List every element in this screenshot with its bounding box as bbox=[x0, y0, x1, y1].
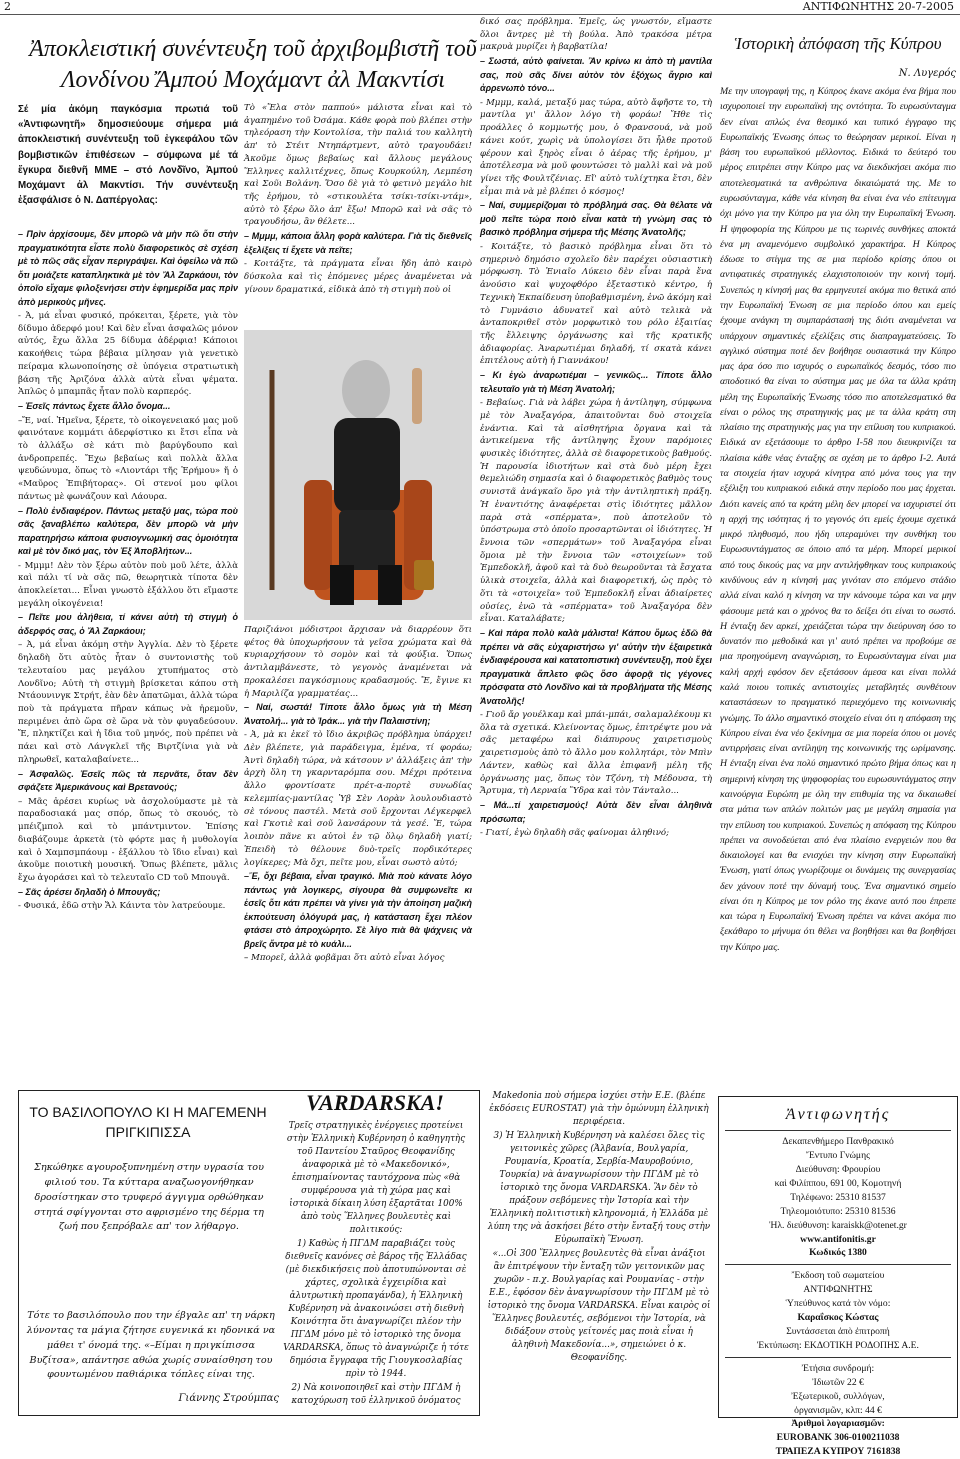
interview-answer: - Κοιτάξτε, τὰ πράγματα εἶναι ἤδη ἀπὸ καιρὸ δύσκολα καὶ τὶς ἐπόμενες μέρες ἀναμένεται νὰ γίνουν δραματικά, εἰδικὰ ἀπὸ τὴ στιγμὴ ποὺ οἱ bbox=[244, 259, 472, 295]
page-number: 2 bbox=[4, 0, 11, 13]
vardarska-point-2: 2) Νὰ κοινοποιηθεῖ καὶ στὴν ΠΓΔΜ ἡ κατοχύρωση τοῦ ἑλληνικοῦ ὀνόματος bbox=[291, 1383, 461, 1407]
vardarska-title: VARDARSKA! bbox=[306, 1090, 444, 1115]
info-line: Ἔκδοση τοῦ σωματείου bbox=[791, 1270, 885, 1282]
cyprus-body: Με την υπογραφή της, η Κύπρος έκανε ακόμα ένα βήμα που ισχυροποιεί την ευρωπαϊκή της οντότητα. Το ευρωσύνταγμα δεν είναι απλώς ένα θεσμικό και τυπικό έγγραφο της Ευρωπαϊκής Ένωσης όπως το θεώρησαν μερικοί. Είναι η βάση του ευρωπαϊκού μέλλοντος. Ειδικά το δεύτερό του μέρος επιτρέπει στην Κύπρο μας να διεκδικήσει ακόμα πιο αποτελεσματικά τα ανθρώπινα δικαιώματά της. Με το ευρωσύνταγμα, κάθε νέα κίνηση θα είναι ένα νέο επίτευγμα όχι μόνο για την Κύπρο μα για όλη την Ευρωπαϊκή Ένωση. Η ψηφοφορία της Κύπρου με τις τωρινές συνθήκες αποκτά ένα μη αναμενόμενο συμβολικό χαρακτήρα. Η Κύπρος έδωσε το στίγμα της σε μια περίοδο κρίσης όπου οι αντιφατικές στρατηγικές ελαχιστοποιούν την κοινή τομή. Συνεπώς η κίνησή μας θα ερμηνευτεί ακόμα πιο θετικά από την Ευρωπαϊκή Ένωση σε μια περίοδο όπου και εμείς έχουμε ανάγκη τη συμπαράστασή της διότι αναμένεται να υπάρχουν σημαντικές εξελίξεις στις διαπραγματεύσεις. Το αγγλικό σύστημα ποτέ δεν βοήθησε ουσιαστικά την Κύπρο μας άρα όσο πιο ισχυρός ο ευρωπαϊκός δεσμός, τόσο πιο αποδοτικό θα είναι το σύστημα μας με όλα τα άλλα κράτη μέλη της Ευρωπαϊκής Ένωσης τόσο πιο αποτελεσματικό θα είναι ο ρόλος της στρατηγικής μας με τα άλλα κράτη στη πλαίσιο της στρατηγικής μας για την επίλυση του κυπριακού. Ειδικά αν εξετάσουμε το άρθρο Ι-58 που διευκρινίζει τα πλαίσια κάθε νέας ένταξης σε σχέση με το άρθρο Ι-2. Αυτά τα στοιχεία ήταν ισχυρά κίνητρα από μόνα τους για την εξέλιξη του κυπριακού ειδικά στην περίοδο που μας έρχεται. Διότι κανείς από τα κράτη μέλη δεν μπορεί να ισχυριστεί ότι η αρχή της ισότητας ή το γεγονός ότι εμείς έχουμε σχετικά μικρό πληθυσμό, που ήδη υπεραμύνει την συνθήκη του Ευρωσυντάγματος σε όποιο από τα μέρη. Μπορεί μερικοί από τους δικούς μας να μην αντιλήφθηκαν τους κυπριακούς κινδύνους εάν η κίνησή μας γινόταν στο επόμενο στάδιο αλλά είναι καλό η κίνηση να την κάνουμε τώρα και να μην φάσουμε μετά και ο χρόνος θα το δείξει ότι είναι το σωστό. Η ένταξη δεν αρκεί, χρειάζεται τώρα την διεύρυνση όσο το δυνατόν πιο μεθοδικά και γι' αυτό πρέπει να προβούμε σε μια προηγούμενη αναγνώριση, το Ευρωσύνταγμα είναι μια καλή αρχή εφόσον δεν εξετάσουν άμεσα και είναι πολλά καλά ποιου τοπικές αντιστοιχίες μεταβλητές συνθέτουν καταστάσεων το πραγματικό περιεχόμενο της κοινωνικής γνώμης. Το άλλο σημαντικό στοιχείο είναι ότι η απόφαση της Κύπρου είναι ένα νέο ξεκίνημα σε μια πορεία όπου οι μονές αντιρρήσεις είναι αντίληψη της κοινωνικής της ωρίμανσης. Η ένταξη είναι ένα πολύ σημαντικό πρώτο βήμα όπως και η σημερινή κίνηση της ψηφοφορίας του ευρωσυντάγματος στην καινούργια Ευρώπη με όλη την επιθυμία της να δικαιωθεί στα μάτια των απλών πολιτών μας με μεγάλη σημασία για την επίλυση του κυπριακού. Συνεπώς η απόφαση της Κύπρου πρέπει να συνοδεύεται από ένα πλαίσιο ενεργειών που θα δικαιολογεί και θα ενισχύει την κίνηση στην Ευρωπαϊκή Ένωση, γιατί όπως γνωρίζουμε οι δυνάμεις της συνεργασίας δεν χάνουν ποτέ την δύναμή τους. Ένα σημαντικό σημείο είναι ότι η Κύπρος με τον ρόλο της έκανε αυτό που έπρεπε και τώρα η Ευρωπαϊκή Ένωση πρέπει να κάνει ακόμα πιο ξεκάθαρο το μήνυμα ότι θέλει να βοηθήσει και θα βοηθήσει την Κύπρο μας. bbox=[720, 86, 956, 953]
interview-answer: Τὸ «Ἔλα στὸν παππού» μάλιστα εἶναι καὶ τὸ ἀγαπημένο τοῦ Ὀσάμα. Κάθε φορὰ ποὺ βλέπει στὴν τηλεόραση τὴν Κοντολίσα, τὴν παλιά του καλλητὴ ἀπ' τὸ Στέιτ Ντηπάρτμεντ, αὐτὸ τραγουδάει! Ἀκοῦμε ὅμως βεβαίως καὶ ἄλλους μεγάλους Ἕλληνες καλλιτέχνες, ὅπως Κουρκούλη, Λεμπέση καὶ Σοῦι Βολάνη. Ὅσο δὲ γιὰ τὸ φετινὸ μεγάλο hit τῆς ἐρήμου, τὸ «στικουλέτα τσίκι-τσίκι-ντάμ», αὐτὸ τὸ ξέρω ὅλο ἀπ' ἔξω! Μπορῶ καὶ νὰ σᾶς τὸ τραγουδήσω, ἂν θέλετε... bbox=[244, 103, 472, 228]
info-line: Καραΐσκος Κώστας bbox=[797, 1312, 879, 1324]
interview-column-2-bottom bbox=[244, 624, 472, 1086]
interview-question: – Μμμμ, κάποια ἄλλη φορὰ καλύτερα. Γιὰ τὶς διεθνεῖς ἐξελίξεις τί ἔχετε νὰ πεῖτε; bbox=[244, 231, 472, 255]
vardarska-point-3: 3) Ἡ Ἑλληνικὴ Κυβέρνηση νὰ καλέσει ὅλες τὶς γειτονικὲς χῶρες (Ἀλβανία, Βουλγαρία, Ρουμανία, Κροατία, Σερβία-Μαυροβούνιο, Τουρκία) νὰ ἀναγνωρίσουν τὴν ΠΓΔΜ μὲ τὸ ἱστορικὸ της ὄνομα VARDARSKA. Ἂν δὲν τὸ πράξουν σεβόμενες τὴν Ἱστορία καὶ τὴν Ἑλληνικὴ πολιτιστικὴ κληρονομιά, ἡ Ἑλλάδα μὲ λύπη της νὰ ἀσκήσει βέτο στὴν ἔνταξή τους στὴν Εὐρωπαϊκὴ Ἕνωση. bbox=[487, 1131, 711, 1246]
info-line: Κωδικός 1380 bbox=[809, 1247, 867, 1259]
info-line: Ἐκτύπωση: ΕΚΔΟΤΙΚΗ ΡΟΔΟΠΗΣ Α.Ε. bbox=[757, 1339, 919, 1351]
interview-question: – Κι ἐγὼ ἀναρωτιέμαι – γενικῶς... Τίποτε ἄλλο τελευταῖο γιὰ τὴ Μέση Ἀνατολή; bbox=[480, 370, 712, 394]
info-line: καὶ Φιλίππου, 691 00, Κομοτηνή bbox=[774, 1177, 902, 1189]
info-line: ΤΡΑΠΕΖΑ ΚΥΠΡΟΥ 7161838 bbox=[775, 1446, 901, 1458]
info-line: www.antifonitis.gr bbox=[800, 1233, 876, 1245]
interview-answer: - Κοιτάξτε, τὸ βασικὸ πρόβλημα εἶναι ὅτι τὸ σημερινὸ δημόσιο σχολεῖο δὲν παρέχει οὐσιαστικὴ μόρφωση. Τὸ Ἑνιαῖο Λύκειο δὲν εἶναι παρὰ ἕνα ἀνούσιο καὶ ψυχοφθόρο ἐξεταστικὸ κέντρο, ἡ Τεχνικὴ Ἐκπαίδευση ὑποβαθμισμένη, ἐνῶ ἀκόμη καὶ τὸ Γυμνάσιο ἀδυνατεῖ καὶ αὐτὸ τελικὰ νὰ ἀνταποκριθεῖ στὸν μορφωτικὸ του ρόλο ἐξαιτίας τῆς ἔλλειψης ὀργάνωσης καὶ τῆς κρατικῆς ἀδιαφορίας. Ἀναρωτιέμαι δηλαδή, τί σκατὰ κάνει ἐπιτέλους αὐτὴ ἡ Γιαννάκου! bbox=[480, 241, 712, 367]
interview-title: Ἀποκλειστική συνέντευξη τοῦ ἀρχιβομβιστῆ τοῦ Λονδίνου Ἄμπού Μοχάμαντ ἀλ Μακντίσι bbox=[29, 36, 477, 93]
interview-question: – Καὶ πάρα πολὺ καλὰ μάλιστα! Κάπου ὅμως ἐδῶ θὰ πρέπει νὰ σᾶς εὐχαριστήσω γι' αὐτὴν τὴν ἐξαιρετικὰ ἐνδιαφέρουσα καὶ κατατοπιστικὴ συνέντευξη, ποὺ ἔχει πραγματικὰ ἄπλετο φῶς ὅσο ἀφορᾷ τὶς γέγονες πρόσφατα στὸ Λονδῖνο καὶ τὰ προβλήματα τῆς Μέσης Ἀνατολῆς! bbox=[480, 628, 712, 706]
vardarska-column-2 bbox=[486, 1090, 712, 1420]
info-line: Διεύθυνση: Φρουρίου bbox=[795, 1164, 881, 1175]
info-line: Ἠλ. διεύθυνση: karaiskk@otenet.gr bbox=[769, 1219, 907, 1231]
masthead-info-box bbox=[718, 1096, 958, 1458]
vardarska-quote: «...Οἱ 300 Ἕλληνες βουλευτὲς θὰ εἶναι ἀνάξιοι ἂν ἐπιτρέψουν τὴν ἔνταξη τῶν γειτονικῶν μας χωρῶν - π.χ. Βουλγαρίας καὶ Ρουμανίας - στὴν Ε.Ε., ἐφόσον δὲν ἀναγνωρίσουν τὴν ΠΓΔΜ μὲ τὸ ἱστορικὸ της ὄνομα VARDARSKA. Εἶναι καιρὸς οἱ Ἕλληνες βουλευτές, σεβόμενοι τὴν Ἱστορία, νὰ διδάξουν στοὺς γείτονές μας ποιὰ εἶναι ἡ ἀληθινὴ Μακεδονία...», σημειώνει ὁ κ. Θεοφανίδης. bbox=[487, 1249, 711, 1364]
princess-title: ΤΟ ΒΑΣΙΛΟΠΟΥΛΟ ΚΙ Η ΜΑΓΕΜΕΝΗ ΠΡΙΓΚΙΠΙΣΣΑ bbox=[29, 1104, 267, 1140]
interview-answer: - Γιοῦ ἄρ γουέλκαμ καὶ μπάι-μπάι, σαλαμαλέκουμ κι ὅλα τὰ σχετικά. Κλείνοντας ὅμως, ἐπιτρέψτε μου νὰ σᾶς μεταφέρω καὶ διάπυρους χαιρετισμοὺς χαιρετισμοὺς ἀπὸ τὸ ἄλλο μου κολλητάρι, τὸν Μπὶν Λάντεν, καθὼς καὶ ἄλλα ἐπιφανῆ μέλη τῆς ὀργάνωσης μας, ὅπως τὸν Τζόνη, τὴ Μέδουσα, τὴ Ἄρτυμα, τὴ Λερναία Ὕδρα καὶ τὸν Τάνταλο... bbox=[480, 710, 712, 797]
info-line: Δεκαπενθήμερο Πανθρακικό bbox=[782, 1136, 894, 1148]
interview-answer: - Ἀ, μὰ κι ἐκεῖ τὸ ἴδιο ἀκριβῶς πρόβλημα ὑπάρχει! Δὲν βλέπετε, γιὰ παράδειγμα, ἐμένα, τί φοράω; Ἀντὶ δηλαδὴ τώρα, νὰ κάτσουν ν' ἀλλάξεις ἀπ' τὴν ἀρχὴ ὅλη τη γκαρνταρόμπα σου. Μέχρι πρότεινα ἄλλο φροντίσατε πρέτ-α-πορτὲ συνωδίας κελεμπίας-μαντίλας Ὑβ Σὲν Λορὰν λουλουδιαστὸ σὲ τόνους παστέλ. Μετὰ σοῦ ἔρχονται Λέγκερφελ καὶ Γκοτιὲ καὶ σοῦ λανσάρουν τὰ γεσέ. Ἔ, τώρα λοιπὸν πᾶνε κι αὐτοὶ ἐν τῷ ὅλῳ δηλαδὴ γιατί; Ἐπειδὴ τὸ θέλουνε δυὸ-τρεῖς πορδικότερες λογίκερες; Μὰ ὄχι, πεῖτε μου, εἶναι σωστὸ αὐτό; bbox=[244, 730, 472, 868]
interview-question: – Πεῖτε μου ἀλήθεια, τί κάνει αὐτὴ τὴ στιγμὴ ὁ ἀδερφός σας, ὁ Ἄλ Ζαρκάουι; bbox=[18, 612, 238, 636]
vardarska-point-2-cont: Makedonia ποὺ σήμερα ἰσχύει στὴν Ε.Ε. (βλέπε ἐκδόσεις EUROSTAT) γιὰ τὴν ὁμώνυμη ἑλληνικὴ περιφέρεια. bbox=[489, 1091, 709, 1128]
info-line: Τηλεομοιότυπο: 25310 81536 bbox=[780, 1205, 896, 1217]
interview-question: – Πολὺ ἐνδιαφέρον. Πάντως μεταξύ μας, τώρα ποὺ σᾶς ξαναβλέπω καλύτερα, δὲν μπορῶ νὰ μὴν παρατηρήσω κάποια φυσιογνωμική σας ὁμοιότητα καὶ μὲ τὸν δικό μας, τὸν Ἐξ Ἀποβλήτων... bbox=[18, 505, 238, 557]
interview-question: – Πρὶν ἀρχίσουμε, δὲν μπορῶ νὰ μὴν πῶ ὅτι στὴν πραγματικότητα εἶστε πολὺ διαφορετικὸς σὲ σχέση μὲ τὸ πῶς σᾶς εἶχαν περιγράψει. Καὶ ὀφείλω νὰ πῶ ὅτι μοιάζετε καταπληκτικὰ μὲ τὸν Ἄλ Ζαρκάουι, τὸν ὁποῖο εἴχαμε φιλοξενήσει στὴν ἐφημερίδα μας πρὶν ἀπὸ μερικοὺς μῆνες. bbox=[18, 229, 238, 307]
info-line: ΑΝΤΙΦΩΝΗΤΗΣ bbox=[803, 1284, 873, 1296]
interview-question: – Ἀσφαλῶς. Ἐσεῖς πῶς τὰ περνᾶτε, ὅταν δὲν σφάζετε Ἀμερικάνους καὶ Βρετανούς; bbox=[18, 768, 238, 793]
interview-answer: Παριζιάνοι μόδιστροι ἄρχισαν νὰ διαρρέουν ὅτι φέτος θὰ ὑποχωρήσουν τὰ γεῖσα χρώματα καὶ θὰ κυριαρχήσουν τὸ σομὸν καὶ τὰ φούξια. Ὅπως ἀντιλαμβάνεστε, τὸ γεγονὸς ἀναμένεται νὰ προκαλέσει παγκόσμιους κραδασμούς. Ἔ, ἔγινε κι ἡ Μαριλίζα γραμματέας... bbox=[244, 625, 472, 699]
interview-column-2-top bbox=[244, 102, 472, 332]
cyprus-title: Ἱστορικὴ ἀπόφαση τῆς Κύπρου bbox=[734, 34, 942, 53]
interview-question: –Ἔ, ὄχι βέβαια, εἶναι τραγικό. Μιὰ ποὺ κάνατε λόγο πάντως γιὰ λογικερς, σίγουρα θὰ συμφωνεῖτε κι ἐσεῖς ὅτι κάτι πρέπει νὰ γίνει γιὰ τὴν ἀποίηση μαζικὴ ἐκπούτευση ὁλόγυρά μας, ἡ κατάσταση ἔχει πλέον φτάσει στὸ ἀπροχώρητο. Σὲ λίγο πιὰ θὰ ψάχνεις νὰ βρεῖς ἄντρα μὲ τὸ κυάλι... bbox=[244, 871, 472, 949]
interview-question: – Ναί, συμμερίζομαι τὸ πρόβλημά σας. Θὰ θέλατε νὰ μοῦ πεῖτε τώρα ποιὸ εἶναι κατὰ τὴ γνώμη σας τὸ βασικὸ πρόβλημα σήμερα τῆς Μέσης Ἀνατολῆς; bbox=[480, 200, 712, 238]
info-line: ὀργανισμῶν, κλπ: 44 € bbox=[794, 1404, 882, 1416]
interview-photo bbox=[244, 330, 472, 620]
antifonitis-logo: Ἀντιφωνητής bbox=[785, 1106, 891, 1123]
info-line: Ἐτήσια συνδρομή: bbox=[801, 1362, 875, 1374]
masked-man-photo bbox=[244, 330, 472, 620]
info-line: Ἀριθμοὶ λογαριασμῶν: bbox=[791, 1418, 885, 1430]
interview-question: – Σᾶς ἀρέσει δηλαδὴ ὁ Μπουγᾶς; bbox=[18, 886, 161, 897]
interview-answer: - Φυσικά, ἐδῶ στὴν Ἄλ Κάιντα τὸν λατρεύουμε. bbox=[18, 901, 226, 912]
interview-column-1 bbox=[18, 228, 238, 912]
interview-lead: Σέ μία ἀκόμη παγκόσμια πρωτιά τοῦ «Ἀντιφωνητῆ» δημοσιεύουμε σήμερα μιά ἀποκλειστική συνέντευξη τοῦ ἐγκεφάλου τῶν βομβιστικῶν ἐπιθέσεων – σύμφωνα μέ τά ἔγκυρα διεθνῆ ΜΜΕ – στό Λονδῖνο, Ἀμπού Μοχάμαντ ἀλ Μακντίσι. Τήν συνέντευξη ἐξασφάλισε ὁ Ν. Δαπέργολας: bbox=[18, 104, 238, 207]
info-line: Ὑπεύθυνος κατά τὸν νόμο: bbox=[785, 1298, 891, 1310]
info-line: EUROBANK 306-0100211038 bbox=[776, 1432, 900, 1444]
vardarska-column-1 bbox=[280, 1120, 472, 1420]
info-line: Τηλέφωνο: 25310 81537 bbox=[790, 1191, 886, 1203]
vardarska-point-1: 1) Καθὼς ἡ ΠΓΔΜ παραβιάζει τοὺς διεθνεῖς κανόνες σὲ βάρος τῆς Ἑλλάδας (μὲ διεκδικήσεις ποὺ ἀποτυπώνονται σὲ χάρτες, σχολικὰ ἐγχειρίδια καὶ ἀλυτρωτικὴ προπαγάνδα), ἡ Ἑλληνικὴ Κυβέρνηση νὰ ἀνακοινώσει στὴ διεθνὴ Κοινότητα ὅτι ἀναγνωρίζει πλέον τὴν ΠΓΔΜ μόνο μὲ τὸ ἱστορικὸ της ὄνομα VARDARSKA, ὅπως τὸ ἀναγνώριζε ἡ τότε δημόσια ἔγγραφα τῆς Γιουγκοσλαβίας πρὶν τὸ 1944. bbox=[283, 1239, 469, 1380]
interview-answer: - Μμμμ, καλά, μεταξύ μας τώρα, αὐτὸ ἄφῆστε το, τὴ μαντίλα γι' ἄλλον λόγο τὴ φοράω! Ἤθε τὶς προάλλες ὁ κομμωτής μου, ὁ Φρανσουά, νὰ μοῦ κάνει κούτ, χωρὶς νὰ ὑπολογίσει ὅτι ἦλθε προτοῦ φέρουν καὶ ξηρὸς εἶναι ὁ ἀέρας τῆς ἐρήμου, μ' ἀποτέλεσμα νὰ μοῦ φουντώσει τὸ μαλλὶ καὶ νὰ μοῦ γίνει τῆς Φουλτζένιας. Εἴ' αὐτὸ τυλίχτηκα ἔτσι, δὲν εἶμαι πιὰ νὰ μὲ βλέπει ὁ κόσμος! bbox=[480, 97, 712, 197]
princess-poem: Σηκώθηκε αγουροξυπνημένη στην υγρασία του φιλιού του. Τα κύτταρα αναζωογονήθηκαν δροσίστηκαν στο τρυφερό άγγιγμα ορθώθηκαν στητά σφίγγονται στο αφρισμένο της δέρμα τη ζωή που ξεπρόβαλε απ' τον λήθαργο. bbox=[34, 1162, 264, 1233]
princess-author: Γιάννης Στρούμπας bbox=[178, 1393, 279, 1404]
info-line: Συντάσσεται ἀπὸ ἐπιτροπή bbox=[786, 1325, 890, 1337]
interview-question: – Σωστά, αὐτὸ φαίνεται. Ἂν κρίνω κι ἀπὸ τὴ μαντίλα σας, ποὺ σᾶς δίνει αὐτὸν τὸν ἐξόχως ἄγριο καὶ ἀρρενωπὸ τόνο... bbox=[480, 56, 712, 94]
interview-answer: –Ἔ, ναί. Ἡμεῖνα, ξέρετε, τὸ οἰκογενειακό μας μοῦ φαινότανε κομμάτι ἀδερφίστικο κι ἔτσι εἶπα νὰ τὸ ἀλλάξω σὲ κάτι πιὸ βαρύγδουπο καὶ ἀνδροπρεπές. Ἔχω βεβαίως καὶ πολλὰ ἄλλα ψευδώνυμα, ὅπως τὸ «Λιοντάρι τῆς Ἐρήμου» ἤ ὁ «Μαῦρος Ἐπιβήτορας». Οἱ στενοί μου φίλοι πάντως μὲ φωνάζουν καὶ Λάουρα. bbox=[18, 415, 238, 502]
interview-answer: – Μᾶς ἀρέσει κυρίως νὰ ἀσχολούμαστε μὲ τὰ παραδοσιακά μας σπόρ, ὅπως τὸ σκουός, τὸ μπέιζμπολ καὶ τὸ μπάντμιντον. Ἐπίσης διαβάζουμε ἀρκετὰ (τὸ φόρτε μας ἡ μυθολογία καὶ ὁ Χαμπσμπάουμ - ἐξάλλου τὸ ἴδιο εἶναι) καὶ ἀκοῦμε ποιοτικὴ μουσική. Ὅπως βλέπετε, μᾶλις ἔχω ἀγοράσει καὶ τὸ τελευταῖο CD τοῦ Μπουγᾶ. bbox=[18, 796, 238, 883]
info-line: Ἐξωτερικοῦ, συλλόγων, bbox=[791, 1390, 885, 1402]
info-line: Ἔντυπο Γνώμης bbox=[806, 1150, 870, 1162]
publication-info bbox=[719, 1135, 957, 1260]
interview-answer: δικό σας πρόβλημα. Ἐμεῖς, ὡς γνωστόν, εἴμαστε ὅλοι ἄντρες μὲ τὴ βούλα. Ἀπὸ τρακόσα μέτρα μακρυὰ μυρίζει ἡ βαρβατίλα! bbox=[480, 17, 712, 53]
interview-answer: - Ἀ, μά εἶναι φυσικό, πρόκειται, ξέρετε, γιὰ τὸν δίδυμο ἀδερφό μου! Καὶ δὲν εἶναι ἀσφαλῶς μόνον αὐτός, ἔχω ἄλλα 25 δίδυμα ἀδέρφια! Κάποιοι κακοήθεις τώρα βέβαια μίλησαν γιὰ γενετικὸ πείραμα κλωνοποίησης σὲ ὑπόγεια στρατιωτικὴ βάση τῆς Ἀριζόνα ἀλλὰ αὐτὰ εἶναι ψέματα. Ἁπλῶς ὁ μπαμπᾶς ἦταν πολὺ καρπερός. bbox=[18, 311, 238, 398]
princess-prose: Τότε το βασιλόπουλο που την έβγαλε απ' τη νάρκη λύνοντας τα μάγια ζήτησε ευγενικά κι ηδονικά να μάθει τ' όνομά της. «–Είμαι η πριγκίπισσα Βυζίτσα», απάντησε αθώα χωρίς συναίσθηση του φουντωμένου παθιάρικα τόπλες είναι της. bbox=[26, 1310, 276, 1381]
masthead-date: ΑΝΤΙΦΩΝΗΤΗΣ 20-7-2005 bbox=[802, 0, 954, 13]
interview-question: – Ναί, σωστά! Τίποτε ἄλλο ὅμως γιὰ τὴ Μέση Ἀνατολή... γιὰ τὸ Ἰράκ... γιὰ τὴν Παλαιστίνη; bbox=[244, 702, 472, 726]
page-header bbox=[0, 0, 960, 15]
cyprus-author: Ν. Λυγερός bbox=[898, 68, 956, 79]
interview-answer: - Βεβαίως. Γιὰ νὰ λάβει χώρα ἡ ἀντίληψη, σύμφωνα μὲ τὸν Ἀναξαγόρα, ἀπαιτοῦνται δυὸ στοιχεῖα ἐνάντια. Καὶ τὰ αἰσθητήρια ὄργανα καὶ τὰ ἀντικείμενα τῆς ἀντίληψης ἔχουν παρόμοιες φυσικὲς ἰδιότητες, ἀλλὰ σὲ διαφορετικοὺς βαθμούς. Ἡ παρουσία ἰδιοτήτων καὶ στὰ δυὸ μέρη ἔχει θεμελιώδη σημασία καὶ ὁ διαφορετικὸς βαθμὸς τους συνιστᾶ ἀνάγκαῖο ὅρο γιὰ τὴν ἀντιληπτικὴ πράξη. Ἡ ἐναντιότης ἀναφέρεται στὶς ἰδιότητες μᾶλλον παρὰ στὰ «σπέρματα», ποὺ ἀποτελοῦν τὸ ὑπόστρωμα στὸ ὁποῖο προσαρτῶνται οἱ ἰδιότητες. Ἡ ἔννοια τῶν «σπερμάτων» τοῦ Ἀναξαγόρα εἶναι ὅμοια μὲ τὴν ἔννοια τῶν «στοιχείων» τοῦ Ἐμπεδοκλῆ, ἀφοῦ καὶ τὰ δυὸ θεωροῦνται τὰ ἔσχατα ὑλικὰ στοιχεῖα, ἀλλὰ καὶ διαφορετική, ὡς πρὸς τὸ ὅτι τὰ «στοιχεῖα» τοῦ Ἐμπεδοκλῆ εἶναι ἀδιαίρετες οὐσίες, ἐνῶ τὰ «σπέρματα» τοῦ Ἀναξαγόρα δὲν εἶναι. Καταλάβατε; bbox=[480, 398, 712, 625]
publisher-info bbox=[719, 1269, 957, 1352]
interview-question: – Ἐσεῖς πάντως ἔχετε ἄλλο ὄνομα... bbox=[18, 401, 171, 412]
interview-question: – Μά...τί χαιρετισμούς! Αὐτὰ δὲν εἶναι ἀληθινὰ πρόσωπα; bbox=[480, 800, 712, 824]
info-line: Ἰδιωτῶν 22 € bbox=[812, 1376, 864, 1388]
interview-answer: - Μμμμ! Δὲν τὸν ξέρω αὐτὸν ποὺ μοῦ λέτε, ἀλλὰ καὶ πάλι τί νὰ σᾶς πῶ, θεωρητικὰ τίποτα δὲν ἀποκλείεται... Εἶναι γνωστὸ ἐξάλλου ὅτι εἴμαστε μεγάλη οἰκογένεια! bbox=[18, 560, 238, 609]
interview-column-3 bbox=[480, 16, 712, 1084]
interview-answer: – Μπορεῖ, ἀλλὰ φοβᾶμαι ὅτι αὐτὸ εἶναι λόγος bbox=[244, 953, 445, 964]
interview-answer: - Γιατί, ἐγὼ δηλαδὴ σᾶς φαίνομαι ἀληθινό; bbox=[480, 828, 669, 839]
interview-answer: – Ἀ, μά εἶναι ἀκόμη στὴν Ἀγγλία. Δὲν τὸ ξέρετε δηλαδὴ ὅτι αὐτὸς ἦταν ὁ συντονιστὴς τοῦ τελευταίου μας μεγάλου χτυπήματος στὸ Λονδῖνο; Αὐτὴ τὴ στιγμὴ βρίσκεται κάπου στὴ Ντάουνινγκ Στρήτ, ἐὰν δὲν ἀπατῶμαι, ἀλλὰ τώρα ποὺ τὰ πράγματα πῆραν κάπως νὰ ἠρεμοῦν, περιμένει ἀπὸ ὥρα σὲ ὥρα νὰ τὸν φυγαδεύσουν. Ἔ, πληκτίζει καὶ ἡ ἴδια τοῦ μηνός, ποὺ πρέπει νὰ πάει καὶ στὸ Λάνγκλεϊ τῆς Βιρτζίνια γιὰ νὰ πληρωθεῖ, καταλαβαίνετε... bbox=[18, 640, 238, 765]
subscription-info bbox=[719, 1362, 957, 1459]
vardarska-lead: Τρεῖς στρατηγικὲς ἐνέργειες προτείνει στὴν Ἑλληνικὴ Κυβέρνηση ὁ καθηγητὴς τοῦ Παντείου Σταῦρος Θεοφανίδης ἀναφορικὰ μὲ τὸ «Μακεδονικό», ἐπισημαίνοντας ταυτόχρονα πὼς «θὰ συμφέρουσα γιὰ τὴ χώρα μας καὶ ἱστορικὰ δίκαιη λύση ἐξαρτᾶται 100% ἀπὸ τοὺς Ἕλληνες βουλευτὲς καὶ πολιτικούς: bbox=[286, 1121, 466, 1236]
